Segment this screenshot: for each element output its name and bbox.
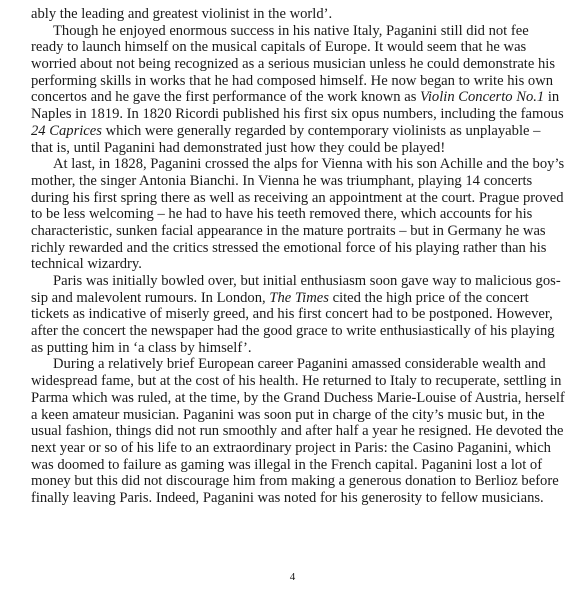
text-line [31, 490, 585, 507]
text-segment: Though he enjoyed enormous success in his native Italy, Paganini still did not fee [53, 22, 529, 39]
text-segment: finally leaving Paris. Indeed, Paganini was noted for his generosity to fellow musicians. [31, 489, 544, 506]
paragraph [31, 23, 585, 157]
text-line [31, 56, 585, 73]
text-segment: cited the high price of the concert [328, 289, 529, 306]
text-line [31, 156, 585, 173]
text-segment: next year or so of his life to an extraordinary project in Paris: the Casino Paganini, which [31, 439, 551, 456]
text-segment: performing skills in works that he had composed himself. He now began to write his own [31, 72, 554, 89]
text-line [31, 340, 585, 357]
text-line [31, 440, 585, 457]
paragraph [31, 356, 585, 506]
text-line [31, 173, 585, 190]
text-segment: that is, until Paganini had demonstrated just how they could be played! [31, 139, 446, 156]
text-segment: which were generally regarded by contemporary violinists as unplayable – [101, 122, 541, 139]
text-segment: Naples in 1819. In 1820 Ricordi published his first six opus numbers, including the famous [31, 106, 564, 123]
text-line [31, 123, 585, 140]
text-line [31, 373, 585, 390]
italic-title: 24 Caprices [31, 122, 102, 139]
italic-title: The Times [269, 289, 329, 306]
text-segment: technical wizardry. [31, 256, 142, 273]
text-segment: tickets as indicative of miserly greed, and his first concert had to be postponed. However, [31, 306, 553, 323]
paragraph [31, 156, 585, 273]
text-line [31, 206, 585, 223]
text-line [31, 23, 585, 40]
text-segment: concertos and he gave the first performance of the work known as [31, 89, 421, 106]
text-segment: worried about not being recognized as a serious musician unless he could demonstrate his [31, 56, 556, 73]
text-line [31, 6, 585, 23]
text-segment: was doomed to failure as gaming was illegal in the French capital. Paganini lost a lot of [31, 456, 543, 473]
text-segment: in [544, 89, 560, 106]
paragraph [31, 273, 585, 356]
text-segment: characteristic, sunken facial appearance in the mature portraits – but in Germany he was [31, 222, 546, 239]
text-line [31, 89, 585, 106]
text-segment: ready to launch himself on the musical capitals of Europe. It would seem that he was [31, 39, 527, 56]
text-line [31, 473, 585, 490]
text-line [31, 356, 585, 373]
text-segment: During a relatively brief European career Paganini amassed considerable wealth and [53, 356, 546, 373]
text-line [31, 240, 585, 257]
text-segment: to be less welcoming – he had to have his teeth removed there, which accounts for his [31, 206, 533, 223]
text-line [31, 390, 585, 407]
text-segment: ably the leading and greatest violinist in the world’. [31, 6, 333, 22]
text-line [31, 223, 585, 240]
text-line [31, 106, 585, 123]
text-line [31, 273, 585, 290]
text-line [31, 423, 585, 440]
body-text [31, 6, 585, 507]
text-segment: mother, the singer Antonia Bianchi. In Vienna he was triumphant, playing 14 concerts [31, 172, 533, 189]
text-segment: richly rewarded and the critics stressed the emotional force of his playing rather than his [31, 239, 547, 256]
text-segment: a keen amateur musician. Paganini was soon put in charge of the city’s music but, in the [31, 406, 545, 423]
text-line [31, 190, 585, 207]
text-segment: as putting him in ‘a class by himself’. [31, 339, 252, 356]
text-segment: widespread fame, but at the cost of his health. He returned to Italy to recuperate, settling in [31, 373, 562, 390]
text-line [31, 407, 585, 424]
text-segment: during his first spring there as well as receiving an appointment at the court. Prague proved [31, 189, 564, 206]
text-line [31, 140, 585, 157]
text-line [31, 256, 585, 273]
text-segment: Parma which was ruled, at the time, by the Grand Duchess Marie-Louise of Austria, herself [31, 389, 565, 406]
paragraph [31, 6, 585, 23]
italic-title: Violin Concerto No.1 [420, 89, 545, 106]
text-line [31, 73, 585, 90]
text-segment: Paris was initially bowled over, but initial enthusiasm soon gave way to malicious gos- [53, 273, 561, 289]
text-line [31, 457, 585, 474]
text-segment: after the concert the newspaper had the good grace to write enthusiastically of his playing [31, 323, 555, 340]
text-line [31, 39, 585, 56]
page-number: 4 [289, 571, 296, 583]
text-line [31, 290, 585, 307]
text-segment: money but this did not discourage him from making a generous donation to Berlioz before [31, 473, 559, 490]
text-segment: sip and malevolent rumours. In London, [31, 289, 270, 306]
text-line [31, 323, 585, 340]
text-segment: usual fashion, things did not run smoothly and after half a year he resigned. He devoted the [31, 423, 564, 440]
text-line [31, 306, 585, 323]
text-segment: At last, in 1828, Paganini crossed the alps for Vienna with his son Achille and the boy’s [53, 156, 565, 173]
